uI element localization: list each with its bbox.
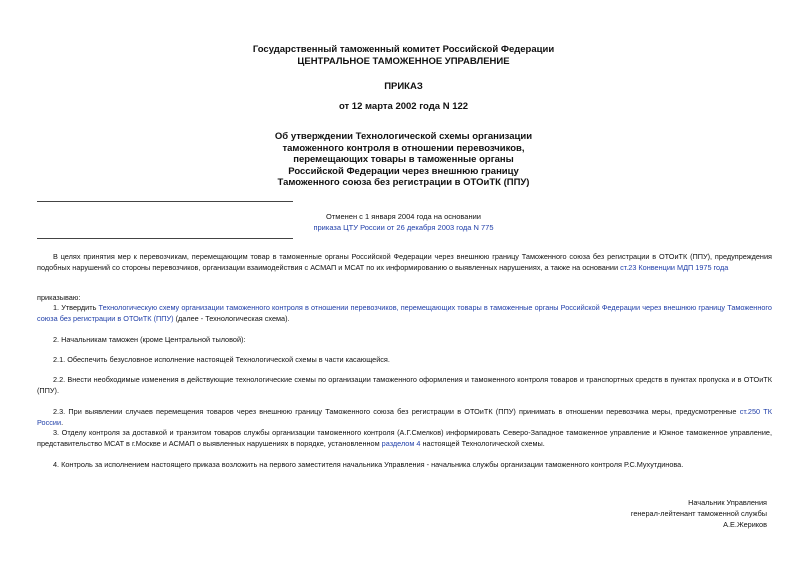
paragraph-text: 3. Отделу контроля за доставкой и транзитом товаров службы организации таможенного контроля (А.Г.Смелков) информировать Северо-Западное таможенное управление и Южное таможенное управление, представительство МСАТ в г.Москве и АСМАП о выявленных нарушениях в порядке, установленном [37,428,772,448]
title-line: таможенного контроля в отношении перевозчиков, [282,142,525,154]
paragraph-text: настоящей Технологической схемы. [420,439,545,448]
signature-rank: генерал-лейтенант таможенной службы [630,509,767,518]
paragraph-item-2-3 [37,406,772,428]
title-line: Таможенного союза без регистрации в ОТОиТК (ППУ) [277,177,530,189]
paragraph-text: 2.3. При выявлении случаев перемещения товаров через внешнюю границу Таможенного союза без регистрации в ОТОиТК (ППУ) принимать в отношении перевозчика меры, предусмотренные [53,407,740,416]
paragraph-item-2-2: 2.2. Внести необходимые изменения в действующие технологические схемы по организации таможенного оформления и таможенного контроля товаров и транспортных средств в пунктах пропуска и в ОТОиТК (ППУ). [37,375,772,395]
doc-title [0,131,807,189]
paragraph-text: В целях принятия мер к перевозчикам, перемещающим товар в таможенные органы Российской Федерации через внешнюю границу Таможенного союза без регистрации в ОТОиТК (ППУ), предупреждения подобных нарушений со стороны перевозчиков, организации взаимодействия с АСМАП и МСАТ по их информированию о выявленных нарушениях, а также на основании [37,252,772,272]
doc-date: от 12 марта 2002 года N 122 [338,101,469,112]
doc-type: ПРИКАЗ [384,81,423,92]
signature-name: А.Е.Жериков [723,520,767,529]
org-department: ЦЕНТРАЛЬНОЕ ТАМОЖЕННОЕ УПРАВЛЕНИЕ [297,56,510,67]
signature-block [467,497,767,530]
paragraph-text: (далее - Технологическая схема). [173,314,290,323]
title-line: Об утверждении Технологической схемы организации [274,131,533,142]
paragraph-item-4: 4. Контроль за исполнением настоящего приказа возложить на первого заместителя начальника Управления - начальника службы организации таможенного контроля Р.С.Мухутдинова. [53,460,684,469]
title-line: перемещающих товары в таможенные органы [293,154,514,166]
convention-link[interactable]: ст.23 Конвенции МДП 1975 года [620,263,729,272]
paragraph-text: . [61,418,64,427]
paragraph-order: приказываю: [37,293,81,302]
cancellation-link[interactable]: приказа ЦТУ России от 26 декабря 2003 года N 775 [313,223,494,232]
cancellation-text: Отменен с 1 января 2004 года на основании [326,212,481,221]
paragraph-text: 1. Утвердить [53,303,99,312]
divider-bottom [37,238,293,239]
tk-article-link[interactable]: ст.250 ТК России [37,407,772,427]
cancellation-note [0,211,807,233]
paragraph-item-1 [37,302,772,324]
paragraph-item-2-1: 2.1. Обеспечить безусловное исполнение настоящей Технологической схемы в части касающейся. [53,355,390,364]
org-name: Государственный таможенный комитет Российской Федерации [252,44,555,55]
paragraph-item-2: 2. Начальникам таможен (кроме Центральной тыловой): [53,335,246,344]
divider-top [37,201,293,202]
paragraph-preamble [37,251,772,273]
signature-position: Начальник Управления [688,498,767,507]
section-4-link[interactable]: разделом 4 [381,439,421,448]
paragraph-item-3 [37,427,772,449]
title-line: Российской Федерации через внешнюю границу [288,165,519,177]
scheme-link[interactable]: Технологическую схему организации таможенного контроля в отношении перевозчиков, перемещающих товары в таможенные органы Российской Федерации через внешнюю границу Таможенного союза без регистрации в ОТОиТК (ППУ) [37,303,772,323]
